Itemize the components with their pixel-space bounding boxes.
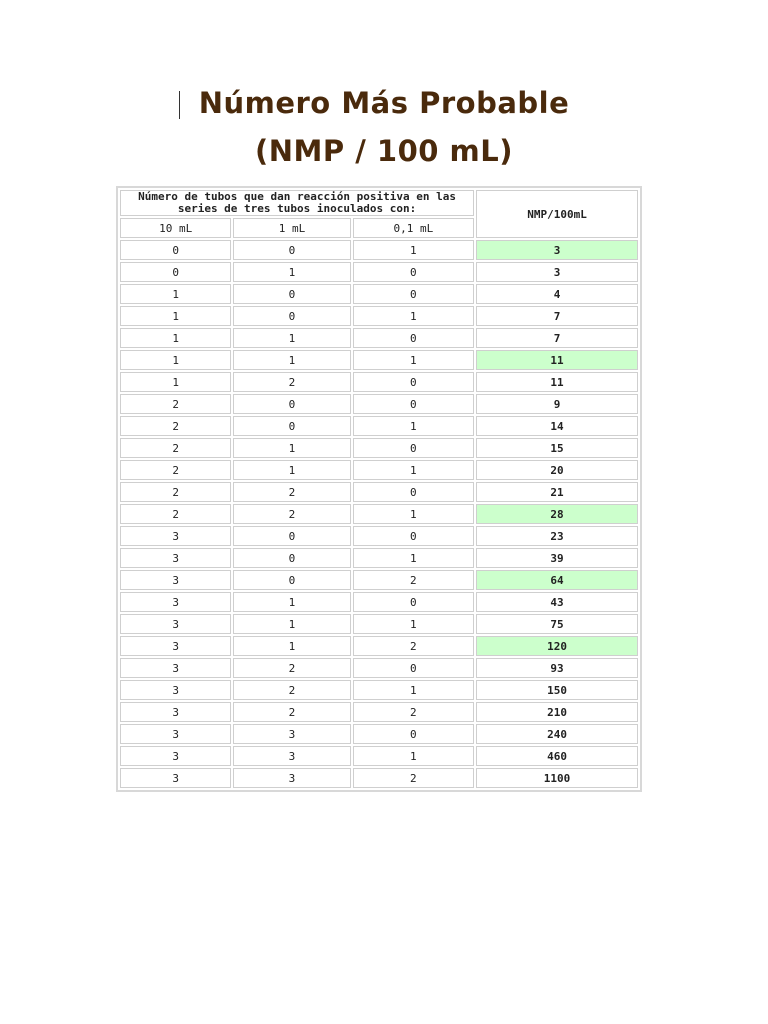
table-row	[120, 350, 638, 370]
cell-01ml: 1	[353, 350, 474, 370]
cell-nmp-value: 20	[476, 460, 638, 480]
cell-nmp-value: 7	[476, 306, 638, 326]
cell-nmp-value: 460	[476, 746, 638, 766]
cell-10ml: 1	[120, 306, 231, 326]
table-row	[120, 504, 638, 524]
table-row	[120, 262, 638, 282]
table-row	[120, 636, 638, 656]
cell-1ml: 0	[233, 416, 350, 436]
table-row	[120, 372, 638, 392]
cell-01ml: 2	[353, 570, 474, 590]
cell-10ml: 2	[120, 416, 231, 436]
cell-10ml: 3	[120, 724, 231, 744]
table-row	[120, 394, 638, 414]
cell-01ml: 0	[353, 658, 474, 678]
cell-01ml: 0	[353, 394, 474, 414]
cell-01ml: 0	[353, 262, 474, 282]
cell-1ml: 1	[233, 636, 350, 656]
cell-10ml: 0	[120, 240, 231, 260]
column-header-01ml: 0,1 mL	[353, 218, 474, 238]
cell-01ml: 1	[353, 460, 474, 480]
cell-1ml: 1	[233, 328, 350, 348]
cell-01ml: 0	[353, 328, 474, 348]
table-row	[120, 592, 638, 612]
cell-nmp-value: 120	[476, 636, 638, 656]
cell-10ml: 3	[120, 592, 231, 612]
cell-nmp-value: 11	[476, 350, 638, 370]
cell-01ml: 0	[353, 724, 474, 744]
table-row	[120, 482, 638, 502]
cell-1ml: 1	[233, 460, 350, 480]
cell-1ml: 0	[233, 394, 350, 414]
cell-10ml: 1	[120, 328, 231, 348]
cell-10ml: 2	[120, 460, 231, 480]
cell-01ml: 2	[353, 636, 474, 656]
cell-nmp-value: 43	[476, 592, 638, 612]
column-header-1ml: 1 mL	[233, 218, 350, 238]
nmp-table	[116, 186, 642, 792]
cell-nmp-value: 75	[476, 614, 638, 634]
cell-10ml: 1	[120, 284, 231, 304]
cell-nmp-value: 210	[476, 702, 638, 722]
cell-10ml: 3	[120, 548, 231, 568]
cell-1ml: 3	[233, 746, 350, 766]
cell-10ml: 3	[120, 570, 231, 590]
table-row	[120, 768, 638, 788]
table-row	[120, 526, 638, 546]
cell-nmp-value: 150	[476, 680, 638, 700]
cell-10ml: 2	[120, 394, 231, 414]
cell-01ml: 1	[353, 614, 474, 634]
cell-1ml: 1	[233, 438, 350, 458]
cell-1ml: 2	[233, 658, 350, 678]
cell-nmp-value: 28	[476, 504, 638, 524]
cell-10ml: 3	[120, 746, 231, 766]
cell-nmp-value: 23	[476, 526, 638, 546]
cell-nmp-value: 7	[476, 328, 638, 348]
cell-10ml: 3	[120, 768, 231, 788]
cell-nmp-value: 4	[476, 284, 638, 304]
cell-01ml: 2	[353, 768, 474, 788]
cell-1ml: 1	[233, 614, 350, 634]
header-nmp: NMP/100mL	[476, 190, 638, 238]
table-row	[120, 416, 638, 436]
table-row	[120, 746, 638, 766]
cell-01ml: 0	[353, 372, 474, 392]
page-subtitle: (NMP / 100 mL)	[254, 134, 513, 168]
cell-1ml: 1	[233, 262, 350, 282]
cell-10ml: 3	[120, 526, 231, 546]
cell-1ml: 3	[233, 768, 350, 788]
cell-nmp-value: 11	[476, 372, 638, 392]
table-row	[120, 614, 638, 634]
cell-01ml: 1	[353, 680, 474, 700]
cell-1ml: 2	[233, 372, 350, 392]
cell-10ml: 1	[120, 350, 231, 370]
cell-10ml: 2	[120, 438, 231, 458]
cell-10ml: 0	[120, 262, 231, 282]
table-row	[120, 460, 638, 480]
cell-nmp-value: 21	[476, 482, 638, 502]
table-row	[120, 658, 638, 678]
cell-10ml: 3	[120, 614, 231, 634]
cell-nmp-value: 3	[476, 262, 638, 282]
table-row	[120, 702, 638, 722]
header-tubes: Número de tubos que dan reacción positiva en las series de tres tubos inoculados con:	[120, 190, 474, 216]
cell-1ml: 2	[233, 482, 350, 502]
cell-01ml: 0	[353, 482, 474, 502]
cell-01ml: 2	[353, 702, 474, 722]
cell-01ml: 1	[353, 548, 474, 568]
cell-01ml: 1	[353, 746, 474, 766]
cell-1ml: 0	[233, 548, 350, 568]
cell-nmp-value: 14	[476, 416, 638, 436]
table-row	[120, 328, 638, 348]
cell-10ml: 3	[120, 658, 231, 678]
cell-10ml: 2	[120, 504, 231, 524]
cell-1ml: 2	[233, 680, 350, 700]
cell-1ml: 3	[233, 724, 350, 744]
table-row	[120, 240, 638, 260]
cell-01ml: 1	[353, 504, 474, 524]
table-row	[120, 680, 638, 700]
cell-nmp-value: 9	[476, 394, 638, 414]
cell-nmp-value: 93	[476, 658, 638, 678]
cell-nmp-value: 1100	[476, 768, 638, 788]
cell-1ml: 0	[233, 284, 350, 304]
table-row	[120, 438, 638, 458]
cell-1ml: 1	[233, 592, 350, 612]
cell-nmp-value: 240	[476, 724, 638, 744]
table-row	[120, 724, 638, 744]
cell-1ml: 0	[233, 570, 350, 590]
cell-01ml: 1	[353, 306, 474, 326]
cell-01ml: 1	[353, 416, 474, 436]
cell-10ml: 2	[120, 482, 231, 502]
cell-1ml: 0	[233, 526, 350, 546]
cell-01ml: 0	[353, 284, 474, 304]
cell-1ml: 1	[233, 350, 350, 370]
table-row	[120, 570, 638, 590]
cell-nmp-value: 15	[476, 438, 638, 458]
cell-01ml: 1	[353, 240, 474, 260]
cell-01ml: 0	[353, 438, 474, 458]
cell-1ml: 2	[233, 702, 350, 722]
cell-10ml: 1	[120, 372, 231, 392]
page-title: Número Más Probable	[198, 86, 570, 120]
column-header-10ml: 10 mL	[120, 218, 231, 238]
cell-10ml: 3	[120, 680, 231, 700]
table-row	[120, 306, 638, 326]
cell-10ml: 3	[120, 702, 231, 722]
table-row	[120, 548, 638, 568]
cell-nmp-value: 3	[476, 240, 638, 260]
cell-1ml: 0	[233, 306, 350, 326]
cell-1ml: 2	[233, 504, 350, 524]
cell-1ml: 0	[233, 240, 350, 260]
cell-01ml: 0	[353, 592, 474, 612]
cell-nmp-value: 39	[476, 548, 638, 568]
cell-10ml: 3	[120, 636, 231, 656]
cell-01ml: 0	[353, 526, 474, 546]
cell-nmp-value: 64	[476, 570, 638, 590]
table-row	[120, 284, 638, 304]
